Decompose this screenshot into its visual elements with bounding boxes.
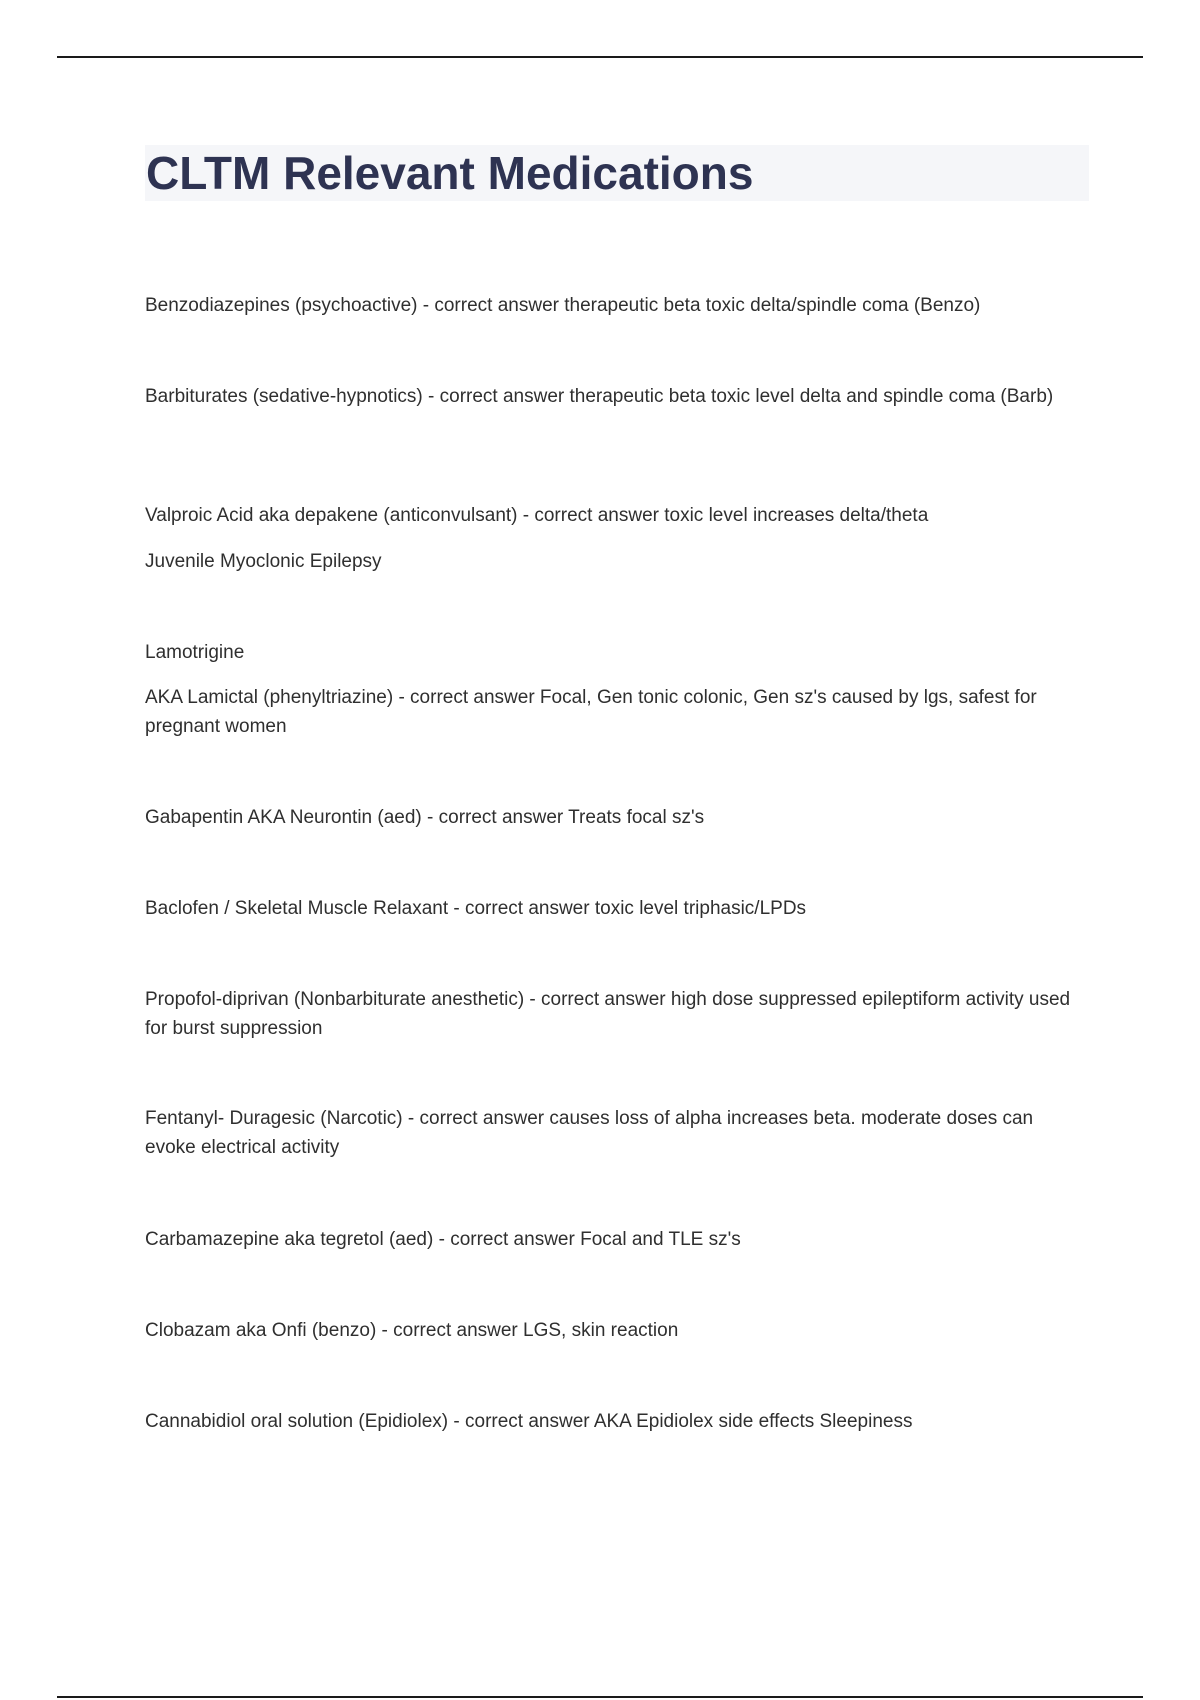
entry-baclofen: Baclofen / Skeletal Muscle Relaxant - correct answer toxic level triphasic/LPDs <box>145 898 807 919</box>
entry-cannabidiol: Cannabidiol oral solution (Epidiolex) - correct answer AKA Epidiolex side effects Sleepiness <box>145 1411 913 1432</box>
bottom-rule <box>57 1696 1143 1698</box>
entry-lamictal: AKA Lamictal (phenyltriazine) - correct answer Focal, Gen tonic colonic, Gen sz's caused by lgs, safest for pregnant women <box>145 687 1037 737</box>
entry-barbiturates: Barbiturates (sedative-hypnotics) - correct answer therapeutic beta toxic level delta and spindle coma (Barb) <box>145 386 1054 407</box>
page-title: CLTM Relevant Medications <box>146 147 754 199</box>
entry-gabapentin: Gabapentin AKA Neurontin (aed) - correct answer Treats focal sz's <box>145 807 705 828</box>
entry-fentanyl: Fentanyl- Duragesic (Narcotic) - correct answer causes loss of alpha increases beta. moderate doses can evoke electrical activity <box>145 1108 1034 1158</box>
entry-carbamazepine: Carbamazepine aka tegretol (aed) - correct answer Focal and TLE sz's <box>145 1229 741 1250</box>
entry-valproic-acid: Valproic Acid aka depakene (anticonvulsant) - correct answer toxic level increases delta/theta <box>145 505 929 526</box>
entry-juvenile-myoclonic-epilepsy: Juvenile Myoclonic Epilepsy <box>145 551 382 572</box>
entry-lamotrigine: Lamotrigine <box>145 642 245 663</box>
entry-clobazam: Clobazam aka Onfi (benzo) - correct answer LGS, skin reaction <box>145 1320 679 1341</box>
entry-propofol: Propofol-diprivan (Nonbarbiturate anesthetic) - correct answer high dose suppressed epileptiform activity used for burst suppression <box>145 989 1071 1039</box>
entry-benzodiazepines: Benzodiazepines (psychoactive) - correct answer therapeutic beta toxic delta/spindle coma (Benzo) <box>145 295 981 316</box>
top-rule <box>57 56 1143 58</box>
